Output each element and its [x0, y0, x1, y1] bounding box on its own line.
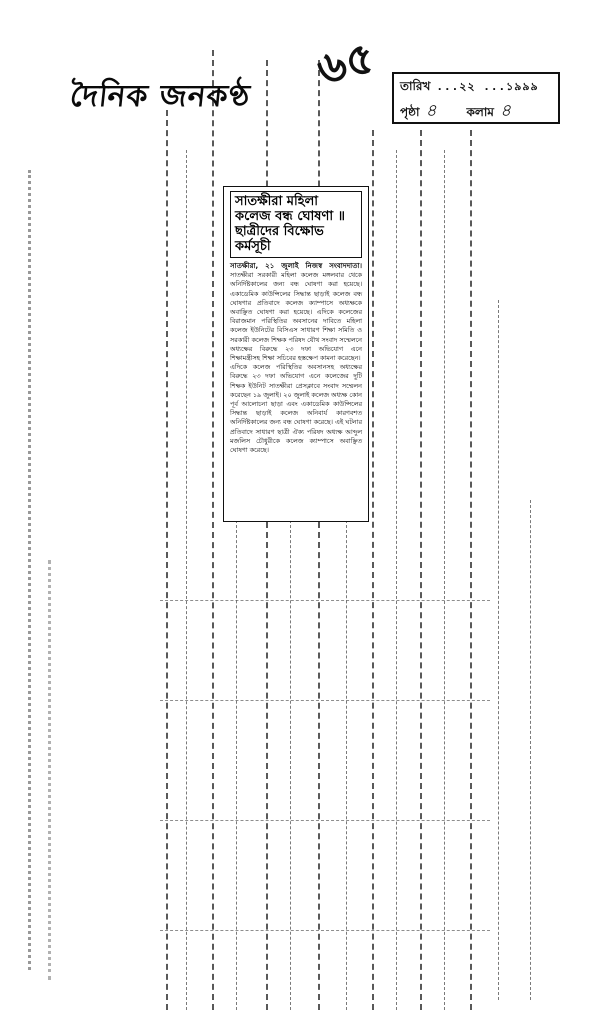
stamp-column-label: কলাম — [466, 105, 494, 119]
scan-line — [186, 150, 187, 1010]
scan-speckles-left-lower — [48, 560, 61, 980]
clipping-dateline: সাতক্ষীরা, ২১ জুলাই নিজস্ব সংবাদদাতা। — [230, 262, 362, 270]
scan-line — [160, 600, 490, 601]
scan-line — [166, 110, 168, 1010]
scan-line — [444, 150, 445, 1010]
stamp-page-value: ৪ — [425, 101, 437, 121]
scan-line — [372, 130, 374, 1010]
stamp-column-value: ৪ — [499, 101, 511, 121]
scan-line — [420, 130, 422, 1010]
stamp-date-value: ...২২ ...১৯৯৯ — [436, 80, 539, 93]
scan-line — [160, 700, 490, 701]
scan-line — [236, 520, 237, 1010]
scan-line — [396, 150, 397, 1010]
clipping-paragraph — [230, 262, 362, 363]
clipping-paragraph-2-text: এদিকে কলেজ পরিস্থিতির অবসানসহ অধ্যক্ষের বিরুদ্ধে ২৩ দফা অভিযোগ এনে কলেজের দুটি শিক্ষক ইউনিট সাতক্ষীরা প্রেসক্লাবে সংবাদ সম্মেলন করেছেন ১৯ জুলাই। ২০ জুলাই কলেজ অধ্যক্ষ কোন পূর্ব আলোচনা ছাড়া এবং একাডেমিক কাউন্সিলের সিদ্ধান্ত ছাড়াই কলেজ অনিবার্য কারণবশত অনির্দিষ্টকালের জন্য বন্ধ ঘোষণা করেছে। এই ঘটনার প্রতিবাদে সাধারণ ছাত্রী ঐক্য পরিষদ অধ্যক্ষ আব্দুল মজলিস চৌধুরীকে কলেজ ক্যাম্পাসে অবাঞ্ছিত ঘোষণা করেছে। — [230, 363, 362, 455]
scan-line — [212, 50, 214, 1010]
clipping-paragraph — [230, 363, 362, 455]
stamp-page-label: পৃষ্ঠা — [400, 105, 420, 119]
headline-box — [230, 191, 362, 258]
newspaper-name: দৈনিক জনকণ্ঠ — [68, 79, 253, 114]
scan-line — [160, 820, 490, 821]
scan-line — [290, 520, 291, 1010]
scan-line — [530, 500, 531, 1000]
date-page-stamp — [392, 72, 560, 124]
stamp-date-label: তারিখ — [400, 79, 431, 93]
scan-line — [470, 130, 472, 1010]
clipping-body — [230, 262, 362, 455]
scan-line — [498, 300, 499, 1000]
handwritten-mark: ৬৫ — [311, 31, 380, 96]
clipping-paragraph-1-text: সাতক্ষীরা সরকারী মহিলা কলেজ মঙ্গলবার থেকে অনির্দিষ্টকালের জন্য বন্ধ ঘোষণা করা হয়েছে। একাডেমিক কাউন্সিলের সিদ্ধান্ত ছাড়াই কলেজ বন্ধ ঘোষণার প্রতিবাদে কলেজ ক্যাম্পাসে অধ্যক্ষকে অবাঞ্ছিত ঘোষণা করা হয়েছে। এদিকে কলেজের বিরাজমান পরিস্থিতির অবসানের দাবিতে মহিলা কলেজ ইউনিটের বিসিএস সাধারণ শিক্ষা সমিতি ও সরকারী কলেজ শিক্ষক পরিষদ যৌথ সংবাদ সম্মেলনে অধ্যক্ষের বিরুদ্ধে ২৩ দফা অভিযোগ এনে শিক্ষামন্ত্রীসহ শিক্ষা সচিবের হস্তক্ষেপ কামনা করেছেন। — [230, 271, 362, 363]
news-clipping — [223, 186, 369, 522]
scan-line — [346, 520, 347, 1010]
clipping-headline: সাতক্ষীরা মহিলা কলেজ বন্ধ ঘোষণা ॥ ছাত্রীদের বিক্ষোভ কর্মসূচী — [235, 194, 345, 254]
scan-line — [160, 930, 490, 931]
